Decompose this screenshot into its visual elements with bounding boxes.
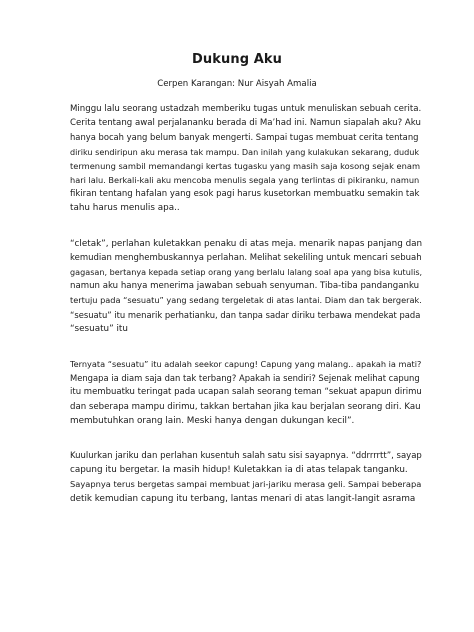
text-line: Minggu lalu seorang ustadzah memberiku tugas untuk menuliskan sebuah cerita. <box>70 104 422 114</box>
paragraph <box>70 357 420 428</box>
text-line: hari lalu. Berkali-kali aku mencoba menulis segala yang terlintas di pikiranku, namun <box>70 175 420 186</box>
text-line: diriku sendiripun aku merasa tak mampu. Dan inilah yang kulakukan sekarang, duduk <box>70 146 420 157</box>
text-line: capung itu bergetar. Ia masih hidup! Kuletakkan ia di atas telapak tanganku. <box>70 465 408 476</box>
text-line: membutuhkan orang lain. Meski hanya dengan dukungan kecil”. <box>70 415 355 426</box>
text-line: itu membuatku teringat pada ucapan salah seorang teman “sekuat apapun dirimu <box>70 387 422 398</box>
text-line: dan seberapa mampu dirimu, takkan bertahan jika kau berjalan seorang diri. Kau <box>70 401 421 412</box>
paragraph <box>70 449 420 506</box>
text-line: gagasan, bertanya kepada setiap orang yang berlalu lalang soal apa yang bisa kutulis, <box>70 267 423 278</box>
text-line: Mengapa ia diam saja dan tak terbang? Apakah ia sendiri? Sejenak melihat capung <box>70 373 420 384</box>
document-title: Dukung Aku <box>192 52 282 67</box>
paragraph <box>70 102 420 216</box>
text-line: Cerita tentang awal perjalananku berada di Ma’had ini. Namun siapalah aku? Aku <box>70 118 421 129</box>
text-line: namun aku hanya menerima jawaban sebuah senyuman. Tiba-tiba pandanganku <box>70 281 420 292</box>
text-line: “sesuatu” itu <box>70 323 128 334</box>
text-line: Ternyata “sesuatu” itu adalah seekor capung! Capung yang malang.. apakah ia mati? <box>70 359 422 370</box>
text-line: Kuulurkan jariku dan perlahan kusentuh salah satu sisi sayapnya. “ddrrrrtt”, sayap <box>70 451 422 462</box>
document-subtitle: Cerpen Karangan: Nur Aisyah Amalia <box>157 79 317 89</box>
text-line: termenung sambil memandangi kertas tugasku yang masih saja kosong sejak enam <box>70 160 421 171</box>
text-line: Sayapnya terus bergetas sampai membuat jari-jariku merasa geli. Sampai beberapa <box>70 479 422 490</box>
text-line: “cletak”, perlahan kuletakkan penaku di atas meja. menarik napas panjang dan <box>70 238 423 249</box>
text-line: hanya bocah yang belum banyak mengerti. Sampai tugas membuat cerita tentang <box>70 132 419 143</box>
text-line: detik kemudian capung itu terbang, lantas menari di atas langit-langit asrama <box>70 493 416 504</box>
paragraph <box>70 237 423 336</box>
text-line: tahu harus menulis apa.. <box>70 203 180 214</box>
text-line: “sesuatu” itu menarik perhatianku, dan tanpa sadar diriku terbawa mendekat pada <box>70 309 421 320</box>
document-body <box>70 102 423 527</box>
text-line: fikiran tentang hafalan yang esok pagi harus kusetorkan membuatku semakin tak <box>70 189 420 200</box>
text-line: tertuju pada “sesuatu” yang sedang tergeletak di atas lantai. Diam dan tak bergerak. <box>70 295 422 306</box>
text-line: kemudian menghembuskannya perlahan. Melihat sekeliling untuk mencari sebuah <box>70 252 422 263</box>
